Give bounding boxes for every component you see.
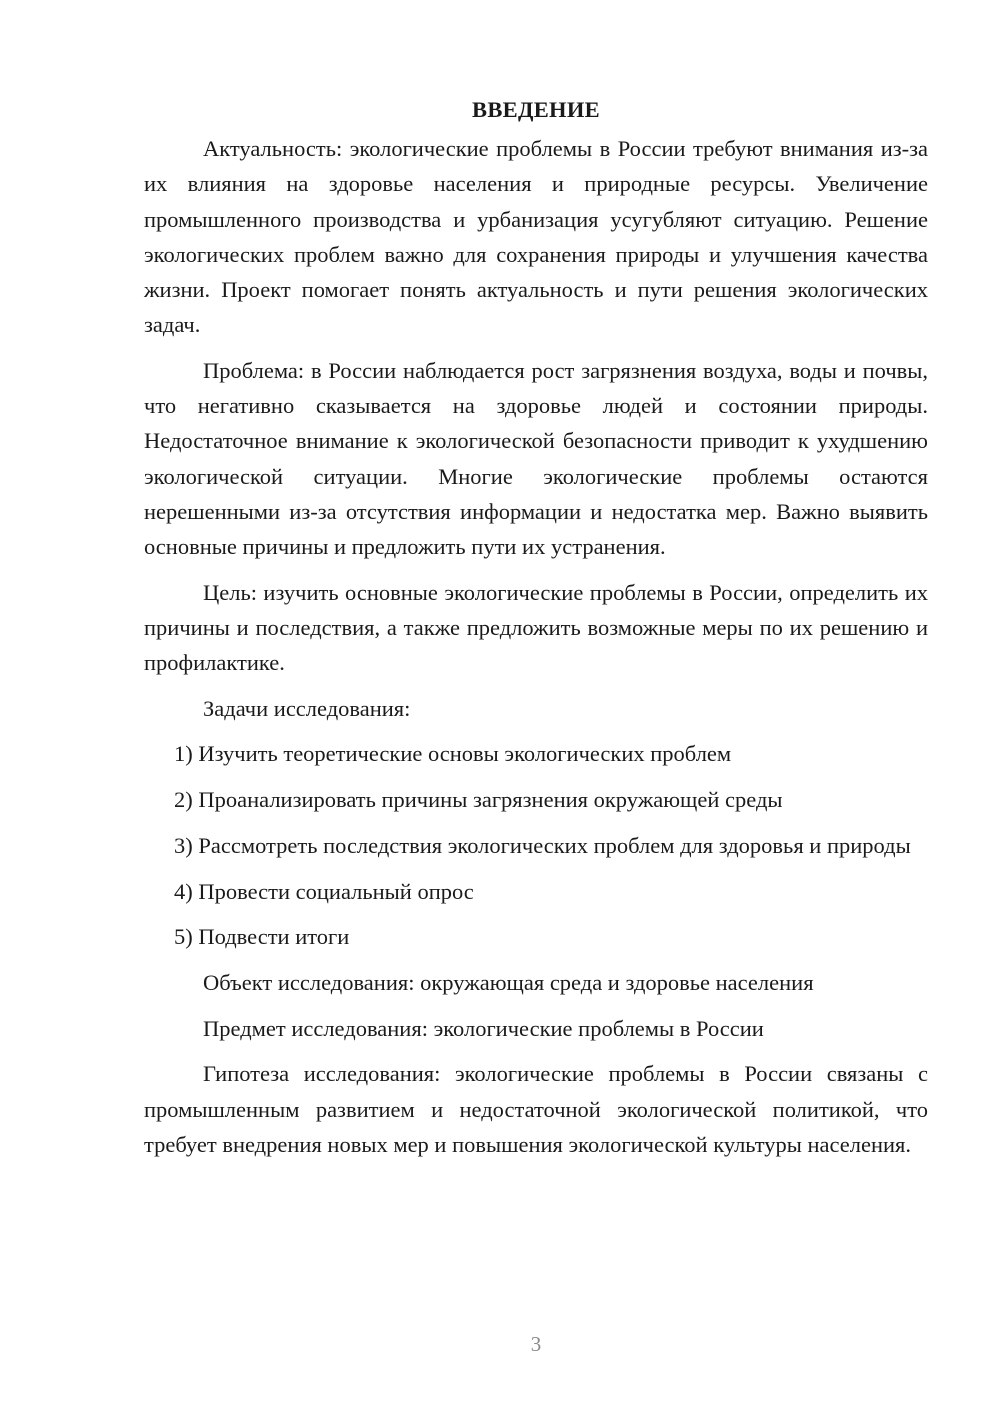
page-title: ВВЕДЕНИЕ [472, 97, 600, 122]
paragraph-problem: Проблема: в России наблюдается рост загрязнения воздуха, воды и почвы, что негативно сказывается на здоровье людей и состоянии природы. Недостаточное внимание к экологической безопасности приводит к ухудшению экологической ситуации. Многие экологические проблемы остаются нерешенными из-за отсутствия информации и недостатка мер. Важно выявить основные причины и предложить пути их устранения. [144, 357, 928, 559]
task-item-4: 4) Провести социальный опрос [174, 878, 474, 904]
paragraph-goal: Цель: изучить основные экологические проблемы в России, определить их причины и последствия, а также предложить возможные меры по их решению и профилактике. [144, 579, 928, 676]
task-item-1: 1) Изучить теоретические основы экологических проблем [174, 741, 732, 767]
page-content [144, 92, 928, 1172]
page-number: 3 [530, 1332, 542, 1356]
paragraph-relevance: Актуальность: экологические проблемы в России требуют внимания из-за их влияния на здоровье населения и природные ресурсы. Увеличение промышленного производства и урбанизация усугубляют ситуацию. Решение экологических проблем важно для сохранения природы и улучшения качества жизни. Проект помогает понять актуальность и пути решения экологических задач. [144, 136, 928, 338]
paragraph-subject: Предмет исследования: экологические проблемы в России [203, 1015, 764, 1041]
task-item-5: 5) Подвести итоги [174, 924, 350, 950]
paragraph-hypothesis: Гипотеза исследования: экологические проблемы в России связаны с промышленным развитием и недостаточной экологической политикой, что требует внедрения новых мер и повышения экологической культуры населения. [144, 1061, 928, 1157]
task-item-3: 3) Рассмотреть последствия экологических проблем для здоровья и природы [174, 832, 911, 858]
paragraph-tasks-heading: Задачи исследования: [203, 695, 411, 721]
task-item-2: 2) Проанализировать причины загрязнения окружающей среды [174, 787, 783, 813]
paragraph-object: Объект исследования: окружающая среда и здоровье населения [203, 969, 814, 995]
